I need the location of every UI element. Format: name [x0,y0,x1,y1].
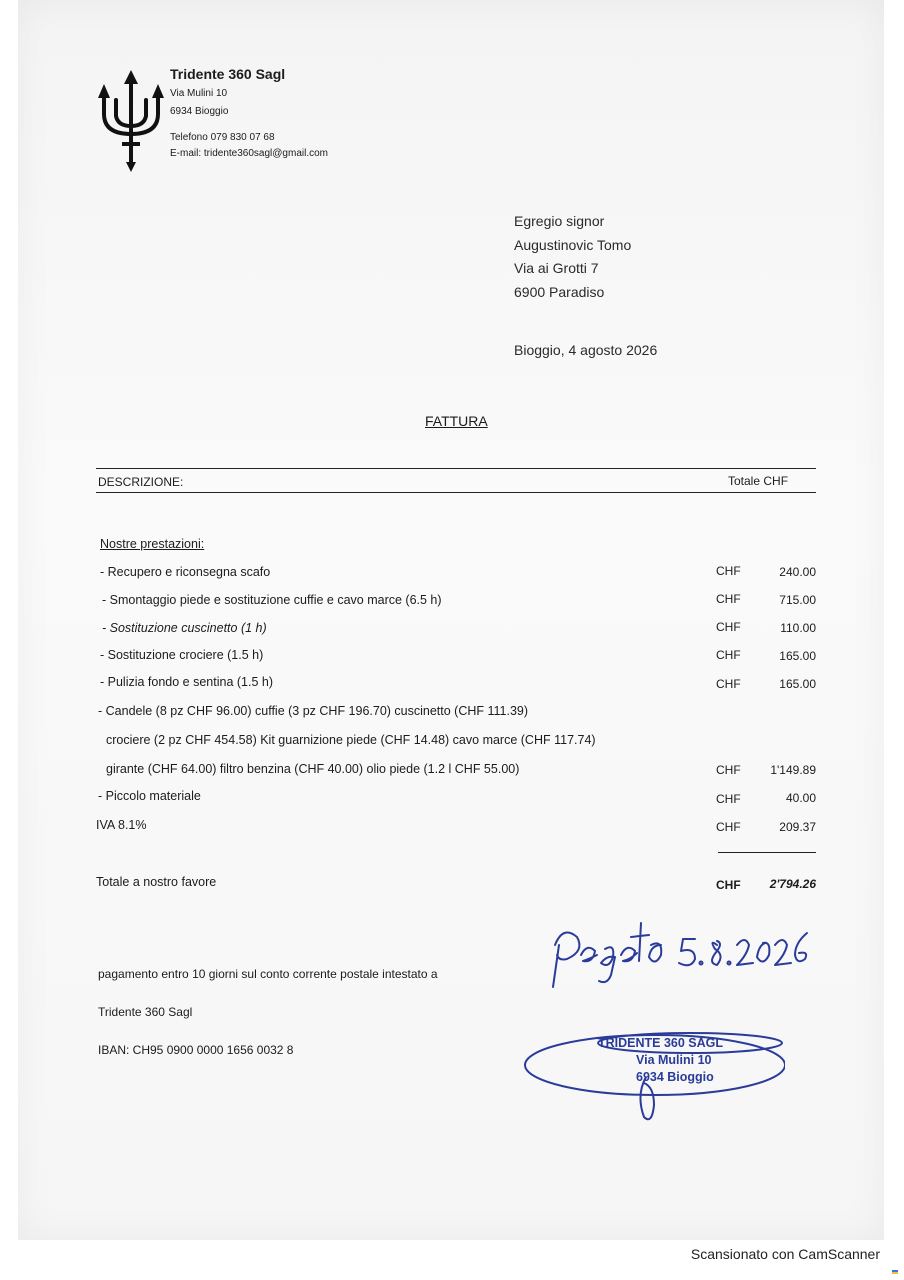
scanner-watermark: Scansionato con CamScanner [690,1246,880,1262]
header-top-rule [96,468,816,469]
item-text: - Sostituzione crociere (1.5 h) [100,648,264,662]
recipient-name: Augustinovic Tomo [514,237,632,253]
small-material-currency: CHF [716,792,741,806]
item-text: - Smontaggio piede e sostituzione cuffie e cavo marce (6.5 h) [102,593,442,607]
stamp-line-3: 6934 Bioggio [636,1070,714,1084]
small-material-amount: 40.00 [785,791,816,805]
company-city: 6934 Bioggio [170,106,229,117]
item-text: - Sostituzione cuscinetto (1 h) [102,621,267,635]
item-text: - Pulizia fondo e sentina (1.5 h) [100,675,274,689]
materials-amount: 1'149.89 [770,763,816,777]
header-bottom-rule [96,492,816,493]
stamp-line-2: Via Mulini 10 [636,1053,712,1067]
item-amount: 240.00 [779,565,816,579]
item-amount: 715.00 [779,593,816,607]
item-currency: CHF [716,592,741,606]
item-currency: CHF [716,677,741,691]
item-currency: CHF [716,648,741,662]
trident-logo-icon [98,70,164,172]
item-amount: 165.00 [779,677,816,691]
recipient-street: Via ai Grotti 7 [514,260,599,276]
payment-iban: IBAN: CH95 0900 0000 1656 0032 8 [98,1043,294,1057]
company-name: Tridente 360 Sagl [170,66,286,82]
handwritten-signature [545,915,815,995]
materials-line-3: girante (CHF 64.00) filtro benzina (CHF 40.00) olio piede (1.2 l CHF 55.00) [106,762,520,776]
section-heading: Nostre prestazioni: [100,537,205,551]
header-total: Totale CHF [728,474,789,488]
company-email: E-mail: tridente360sagl@gmail.com [170,148,328,159]
materials-currency: CHF [716,763,741,777]
item-currency: CHF [716,620,741,634]
signature-text: Pagato 5.8.2026 [545,993,553,994]
vat-currency: CHF [716,820,741,834]
item-amount: 110.00 [780,621,816,635]
total-rule [718,852,816,853]
vat-amount: 209.37 [779,820,816,834]
recipient-salutation: Egregio signor [514,213,605,229]
item-amount: 165.00 [779,649,816,663]
item-text: - Recupero e riconsegna scafo [100,565,271,579]
header-description: DESCRIZIONE: [98,475,184,489]
invoice-date: Bioggio, 4 agosto 2026 [514,342,658,358]
recipient-city: 6900 Paradiso [514,284,605,300]
stamp-line-1: TRIDENTE 360 SAGL [598,1036,724,1050]
total-amount: 2'794.26 [769,877,816,891]
small-material-text: - Piccolo materiale [98,789,201,803]
company-phone: Telefono 079 830 07 68 [170,132,275,143]
payment-note: pagamento entro 10 giorni sul conto corrente postale intestato a [98,967,438,981]
camscanner-logo-icon [892,1270,898,1276]
materials-line-1: - Candele (8 pz CHF 96.00) cuffie (3 pz CHF 196.70) cuscinetto (CHF 111.39) [98,704,529,718]
item-currency: CHF [716,564,741,578]
total-text: Totale a nostro favore [96,875,217,889]
payment-holder: Tridente 360 Sagl [98,1005,193,1019]
vat-text: IVA 8.1% [96,818,147,832]
materials-line-2: crociere (2 pz CHF 454.58) Kit guarnizione piede (CHF 14.48) cavo marce (CHF 117.74) [106,733,596,747]
invoice-title: FATTURA [425,413,488,429]
company-street: Via Mulini 10 [170,88,228,99]
total-currency: CHF [716,878,741,892]
